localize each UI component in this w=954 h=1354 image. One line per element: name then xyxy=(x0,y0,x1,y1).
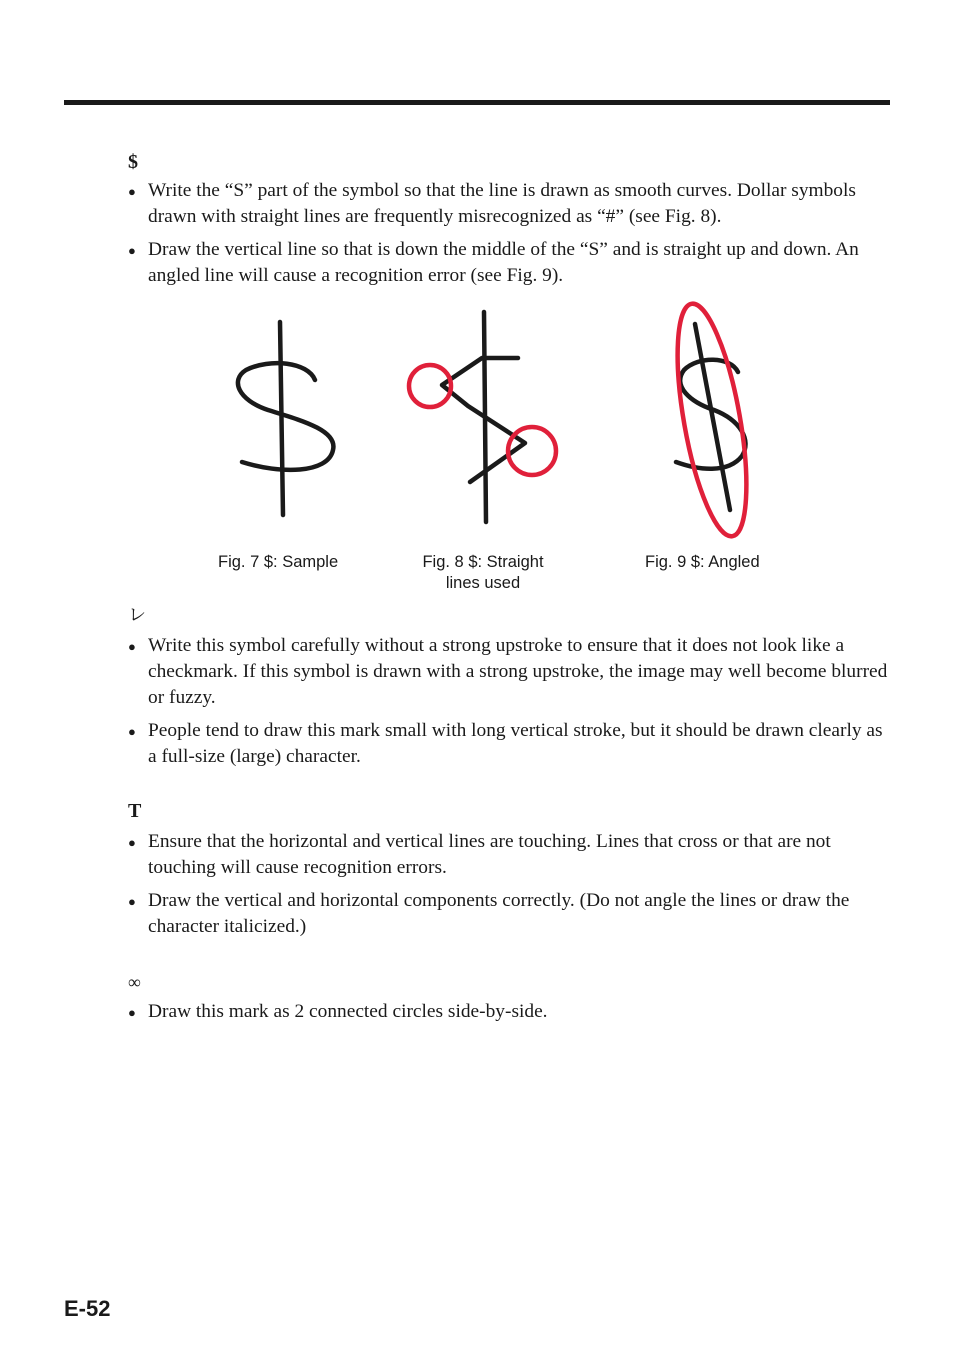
list-item xyxy=(128,999,888,1025)
bullet-icon: ● xyxy=(128,835,136,850)
bullet-text: Write this symbol carefully without a strong upstroke to ensure that it does not look like a checkmark. If this symbol is drawn with a strong upstroke, the image may well become blurred or fuzzy. xyxy=(148,635,888,708)
section-heading-infinity: ∞ xyxy=(128,972,141,992)
fig8-straight-dollar xyxy=(442,312,525,522)
list-item xyxy=(128,633,888,711)
bullet-text: Draw the vertical and horizontal components correctly. (Do not angle the lines or draw the character italicized.) xyxy=(148,890,850,937)
fig8-caption-line2: lines used xyxy=(445,574,521,592)
list-item xyxy=(128,178,888,230)
bullet-icon: ● xyxy=(128,184,136,199)
bullet-text: People tend to draw this mark small with long vertical stroke, but it should be drawn clearly as a full-size (large) character. xyxy=(148,720,883,767)
figure-illustrations xyxy=(220,290,820,550)
list-item xyxy=(128,718,888,770)
bullet-icon: ● xyxy=(128,639,136,654)
bullet-text: Write the “S” part of the symbol so that the line is drawn as smooth curves. Dollar symbols drawn with straight lines are frequently misrecognized as “#” (see Fig. 8). xyxy=(148,180,856,227)
list-item xyxy=(128,888,888,940)
page-number: E-52 xyxy=(64,1296,111,1321)
bullet-icon: ● xyxy=(128,1005,136,1020)
fig8-caption xyxy=(408,552,558,594)
list-item xyxy=(128,237,888,289)
list-item xyxy=(128,829,888,881)
fig9-caption: Fig. 9 $: Angled xyxy=(645,553,760,571)
section-heading-t: T xyxy=(128,800,142,822)
bullet-text: Ensure that the horizontal and vertical lines are touching. Lines that cross or that are not touching will cause recognition errors. xyxy=(148,831,831,878)
bullet-text: Draw this mark as 2 connected circles side-by-side. xyxy=(148,1001,548,1022)
bullet-icon: ● xyxy=(128,724,136,739)
dollar-figures xyxy=(218,290,820,592)
bullet-text: Draw the vertical line so that is down the middle of the “S” and is straight up and down. An angled line will cause a recognition error (see Fig. 9). xyxy=(148,239,859,286)
section-heading-re: レ xyxy=(128,605,146,625)
section-heading-dollar: $ xyxy=(128,151,138,173)
fig7-caption: Fig. 7 $: Sample xyxy=(218,553,339,571)
fig7-sample-dollar xyxy=(238,322,334,515)
fig9-angled-dollar xyxy=(676,324,746,510)
bullet-icon: ● xyxy=(128,243,136,258)
header-rule xyxy=(64,100,890,105)
fig8-caption-line1: Fig. 8 $: Straight xyxy=(422,553,544,571)
bullet-icon: ● xyxy=(128,894,136,909)
